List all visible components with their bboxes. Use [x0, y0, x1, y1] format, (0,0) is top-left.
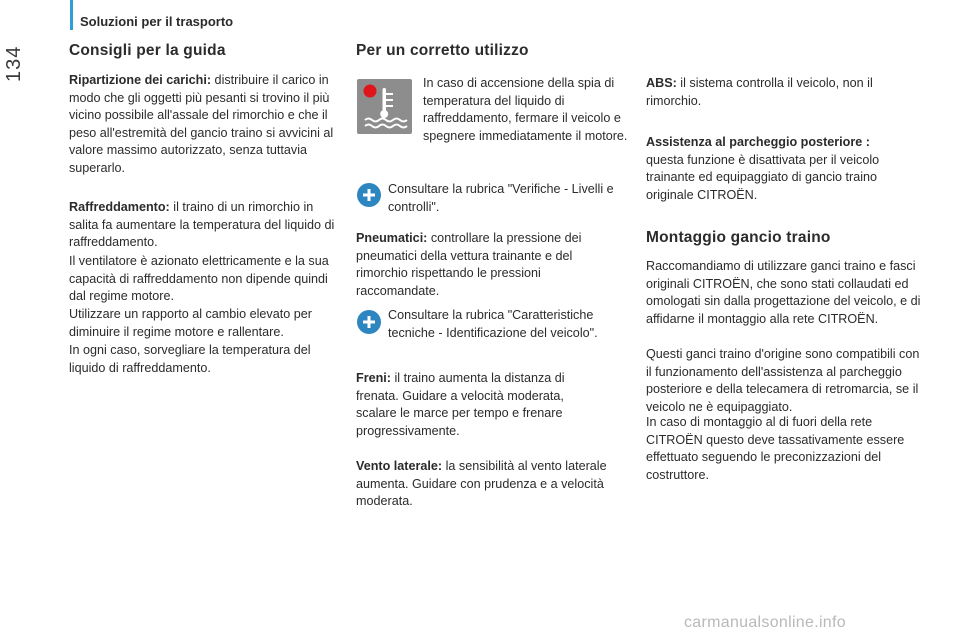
page-number: 134	[3, 45, 25, 83]
coolant-temperature-icon	[357, 79, 412, 134]
paragraph-towbar-external-fitting: In caso di montaggio al di fuori della rete CITROËN questo deve tassativamente essere effettuato seguendo le preconizzazioni del costruttore.	[646, 415, 905, 482]
paragraph-cooling	[69, 199, 345, 252]
label-abs: ABS:	[646, 76, 677, 90]
accent-bar	[70, 0, 73, 30]
text-cooling: il traino di un rimorchio in salita fa aumentare la temperatura del liquido di raffreddamento.	[69, 200, 335, 250]
text-brakes: il traino aumenta la distanza di frenata. Guidare a velocità moderata, scalare le marce per tempo e frenare progressivamente.	[356, 371, 565, 438]
paragraph-side-wind	[356, 458, 628, 511]
paragraph-brakes	[356, 370, 596, 440]
watermark: carmanualsonline.info	[684, 614, 846, 631]
note-specifications: Consultare la rubrica "Caratteristiche tecniche - Identificazione del veicolo".	[388, 308, 598, 340]
paragraph-towbar-recommendation: Raccomandiamo di utilizzare ganci traino e fasci originali CITROËN, che sono stati collaudati ed omologati sin dalla progettazione del veicolo, e di affidarne il montaggio alla rete CITROËN.	[646, 259, 921, 326]
text-parking-assist: questa funzione è disattivata per il veicolo trainante ed equipaggiato di gancio traino originale CITROËN.	[646, 152, 880, 202]
paragraph-load-distribution	[69, 72, 345, 178]
label-cooling: Raffreddamento:	[69, 200, 170, 214]
label-parking-assist: Assistenza al parcheggio posteriore :	[646, 135, 870, 149]
section-header: Soluzioni per il trasporto	[80, 14, 234, 29]
paragraph-towbar-compatibility: Questi ganci traino d'origine sono compatibili con il funzionamento dell'assistenza al parcheggio posteriore e della telecamera di retromarcia, se il veicolo ne è equipaggiato.	[646, 347, 920, 414]
paragraph-fan: Il ventilatore è azionato elettricamente e la sua capacità di raffreddamento non dipende quindi dal regime motore.	[69, 254, 329, 304]
text-side-wind: la sensibilità al vento laterale aumenta. Guidare con prudenza e a velocità moderata.	[356, 459, 607, 509]
col2-title: Per un corretto utilizzo	[356, 42, 529, 59]
label-load-distribution: Ripartizione dei carichi:	[69, 73, 212, 87]
plus-circle-icon	[357, 183, 381, 207]
label-side-wind: Vento laterale:	[356, 459, 443, 473]
label-brakes: Freni:	[356, 371, 391, 385]
note-checks: Consultare la rubrica "Verifiche - Livelli e controlli".	[388, 182, 614, 214]
paragraph-tyres	[356, 230, 586, 300]
paragraph-abs	[646, 75, 908, 110]
col3-title: Montaggio gancio traino	[646, 229, 831, 246]
text-abs: il sistema controlla il veicolo, non il rimorchio.	[646, 76, 873, 108]
paragraph-gear: Utilizzare un rapporto al cambio elevato per diminuire il regime motore e rallentare.	[69, 307, 312, 339]
paragraph-parking-assist	[646, 134, 916, 204]
text-tyres: controllare la pressione dei pneumatici della vettura trainante e del rimorchio rispettando le pressioni raccomandate.	[356, 231, 582, 298]
warning-text: In caso di accensione della spia di temperatura del liquido di raffreddamento, fermare il veicolo e spegnere immediatamente il motore.	[423, 76, 628, 143]
paragraph-monitor-temperature: In ogni caso, sorvegliare la temperatura del liquido di raffreddamento.	[69, 343, 311, 375]
label-tyres: Pneumatici:	[356, 231, 428, 245]
col1-title: Consigli per la guida	[69, 42, 226, 59]
text-load-distribution: distribuire il carico in modo che gli oggetti più pesanti si trovino il più vicino possibile all'assale del rimorchio e che il peso all'estremità del gancio traino si avvicini al valore massimo autorizzato, senza tuttavia superarlo.	[69, 73, 334, 175]
plus-circle-icon	[357, 310, 381, 334]
